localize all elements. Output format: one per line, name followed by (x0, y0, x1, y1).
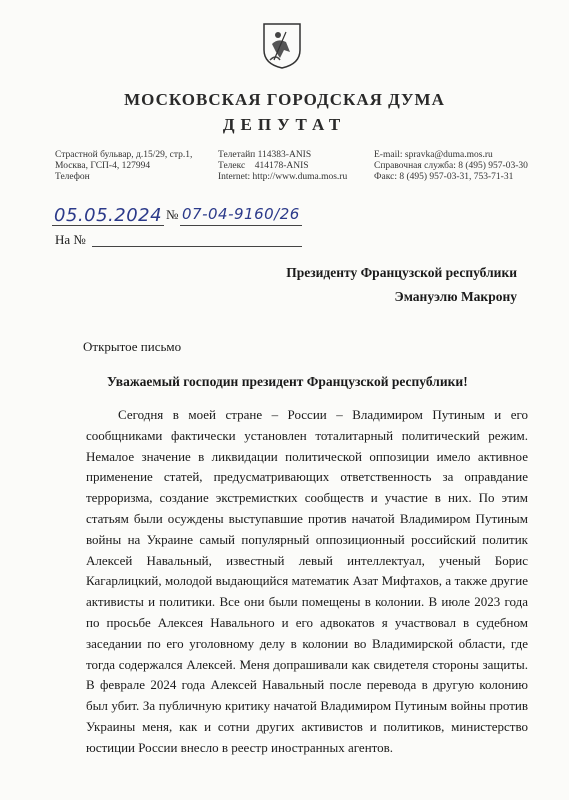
letter-kind: Открытое письмо (83, 339, 182, 354)
org-subtitle: ДЕПУТАТ (222, 115, 347, 134)
telex-line: Internet: http://www.duma.mos.ru (218, 172, 348, 182)
contact-block-telex (218, 150, 347, 183)
email-line: Факс: 8 (495) 957-03-31, 753-71-31 (374, 172, 514, 182)
greeting: Уважаемый господин президент Французской республики! (107, 374, 468, 389)
address-line: Страстной бульвар, д.15/29, стр.1, (55, 150, 193, 160)
telex-line: Телетайп 114383-ANIS (218, 150, 312, 160)
body-paragraph: Сегодня в моей стране – России – Владимиром Путиным и его сообщниками фактически установлен тоталитарный политический режим. Немалое значение в ликвидации политической оппозиции имело активное применение статей, предусматривающих ответственность за оправдание терроризма, создание экстремистких сообществ и участие в них. По этим статьям были осуждены выступавшие против начатой Владимиром Путиным войны на Украине самый популярный оппозиционный российский политик Алексей Навальный, известный левый интеллектуал, ученый Борис Кагарлицкий, молодой выдающийся математик Азат Мифтахов, а также другие активисты и политики. Все они были помещены в колонии. В июле 2023 года по просьбе Алексея Навального и его адвокатов я участвовал в судебном заседании по его уголовному делу в колонии во Владимирской области, где тогда содержался Алексей. Меня допрашивали как свидетеля стороны защиты. В феврале 2024 года Алексей Навальный после перевода в другую колонию был убит. За публичную критику начатой Владимиром Путиным войны против Украины меня, как и сотни других активистов и политиков, министерство юстиции России внесло в реестр иностранных агентов. (86, 407, 528, 755)
letter-body (86, 405, 528, 759)
reply-underline (92, 246, 302, 247)
address-line: Москва, ГСП-4, 127994 (55, 161, 151, 171)
contact-block-address (55, 150, 192, 183)
addressee-block (286, 261, 517, 309)
telex-line: Телекс 414178-ANIS (218, 161, 309, 171)
addressee-name: Эмануэлю Макрону (394, 289, 517, 304)
handwritten-number: 07-04-9160/26 (182, 205, 300, 223)
email-line: Справочная служба: 8 (495) 957-03-30 (374, 161, 528, 171)
org-title: МОСКОВСКАЯ ГОРОДСКАЯ ДУМА (124, 90, 445, 109)
date-underline (52, 225, 164, 226)
email-line: E-mail: spravka@duma.mos.ru (374, 150, 493, 160)
number-label: № (166, 207, 179, 222)
moscow-coat-of-arms-icon (262, 22, 302, 70)
handwritten-date: 05.05.2024 (54, 205, 163, 226)
addressee-title: Президенту Французской республики (286, 265, 517, 280)
reply-label: На № (55, 232, 86, 247)
contact-block-email (374, 150, 528, 183)
number-underline (180, 225, 302, 226)
address-line: Телефон (55, 172, 90, 182)
